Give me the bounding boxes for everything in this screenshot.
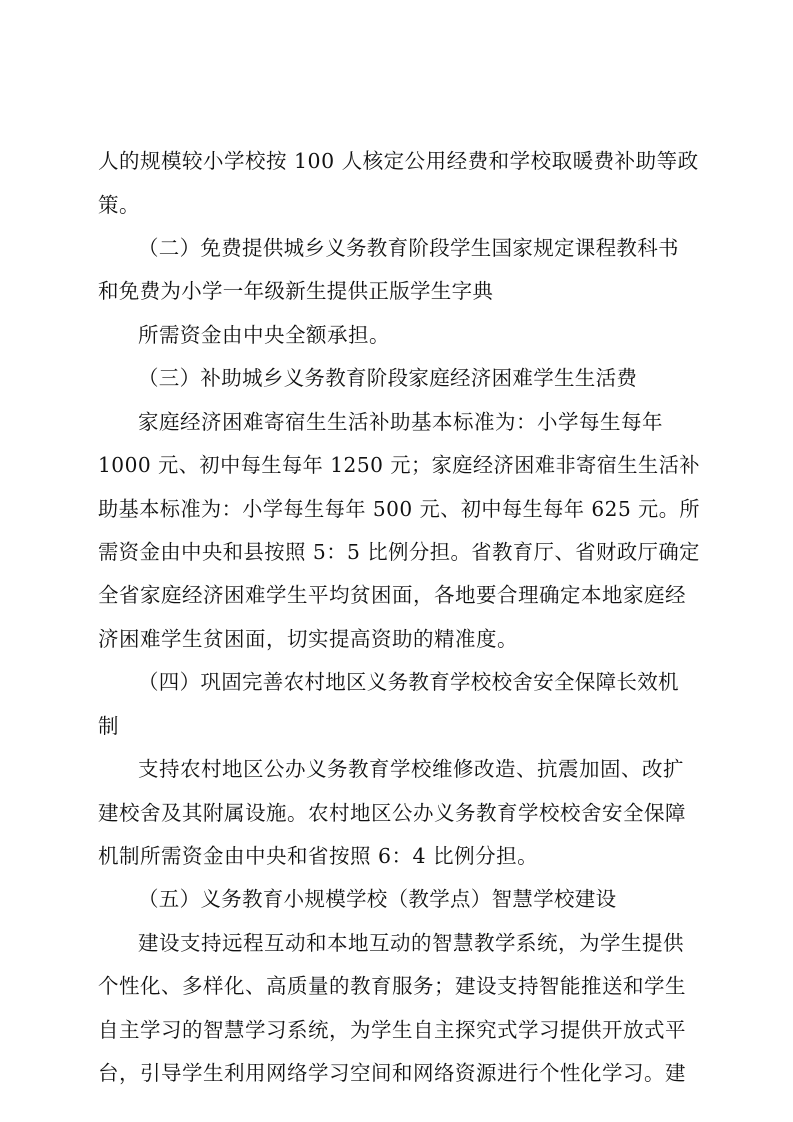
body-text: 济困难学生贫困面，切实提高资助的精准度。: [98, 627, 518, 651]
body-text: 机制所需资金由中央和省按照 6：4 比例分担。: [98, 844, 539, 868]
body-line: [0, 617, 793, 661]
body-text: 家庭经济困难寄宿生生活补助基本标准为：小学每生每年: [138, 410, 663, 434]
body-line: [0, 487, 793, 531]
section-heading-2: [0, 226, 793, 270]
body-text: 人的规模较小学校按 100 人核定公用经费和学校取暖费补助等政: [98, 149, 699, 173]
body-text: 建设支持远程互动和本地互动的智慧教学系统，为学生提供: [138, 931, 684, 955]
body-text: 台，引导学生利用网络学习空间和网络资源进行个性化学习。建: [98, 1061, 686, 1085]
body-line: [0, 183, 793, 227]
section-heading-4: [0, 660, 793, 704]
body-text: 需资金由中央和县按照 5：5 比例分担。省教育厅、省财政厅确定: [98, 540, 700, 564]
body-line: [0, 573, 793, 617]
body-line: [0, 313, 793, 357]
body-text: 个性化、多样化、高质量的教育服务；建设支持智能推送和学生: [98, 974, 686, 998]
section-heading-4-cont: [0, 704, 793, 748]
body-line: [0, 834, 793, 878]
body-line: [0, 964, 793, 1008]
body-text: 全省家庭经济困难学生平均贫困面，各地要合理确定本地家庭经: [98, 583, 686, 607]
heading-text: （五）义务教育小规模学校（教学点）智慧学校建设: [138, 887, 617, 911]
body-text: 自主学习的智慧学习系统，为学生自主探究式学习提供开放式平: [98, 1018, 686, 1042]
body-line: [0, 139, 793, 183]
body-line: [0, 443, 793, 487]
body-text: 助基本标准为：小学每生每年 500 元、初中每生每年 625 元。所: [98, 497, 700, 521]
body-line: [0, 1051, 793, 1095]
body-line: [0, 1008, 793, 1052]
section-heading-2-cont: [0, 269, 793, 313]
body-text: 1000 元、初中每生每年 1250 元；家庭经济困难非寄宿生生活补: [98, 453, 700, 477]
body-text: 支持农村地区公办义务教育学校维修改造、抗震加固、改扩: [138, 757, 684, 781]
body-line: [0, 400, 793, 444]
heading-text: （四）巩固完善农村地区义务教育学校校舍安全保障长效机: [138, 670, 679, 694]
section-heading-3: [0, 356, 793, 400]
body-text: 建校舍及其附属设施。农村地区公办义务教育学校校舍安全保障: [98, 801, 686, 825]
body-text: 所需资金由中央全额承担。: [138, 323, 390, 347]
body-line: [0, 530, 793, 574]
body-text: 策。: [98, 193, 140, 217]
section-heading-5: [0, 877, 793, 921]
body-line: [0, 747, 793, 791]
heading-text: （三）补助城乡义务教育阶段家庭经济困难学生生活费: [138, 366, 638, 390]
heading-text: （二）免费提供城乡义务教育阶段学生国家规定课程教科书: [138, 236, 679, 260]
heading-text: 和免费为小学一年级新生提供正版学生字典: [98, 279, 494, 303]
body-line: [0, 791, 793, 835]
heading-text: 制: [98, 714, 119, 738]
body-line: [0, 921, 793, 965]
